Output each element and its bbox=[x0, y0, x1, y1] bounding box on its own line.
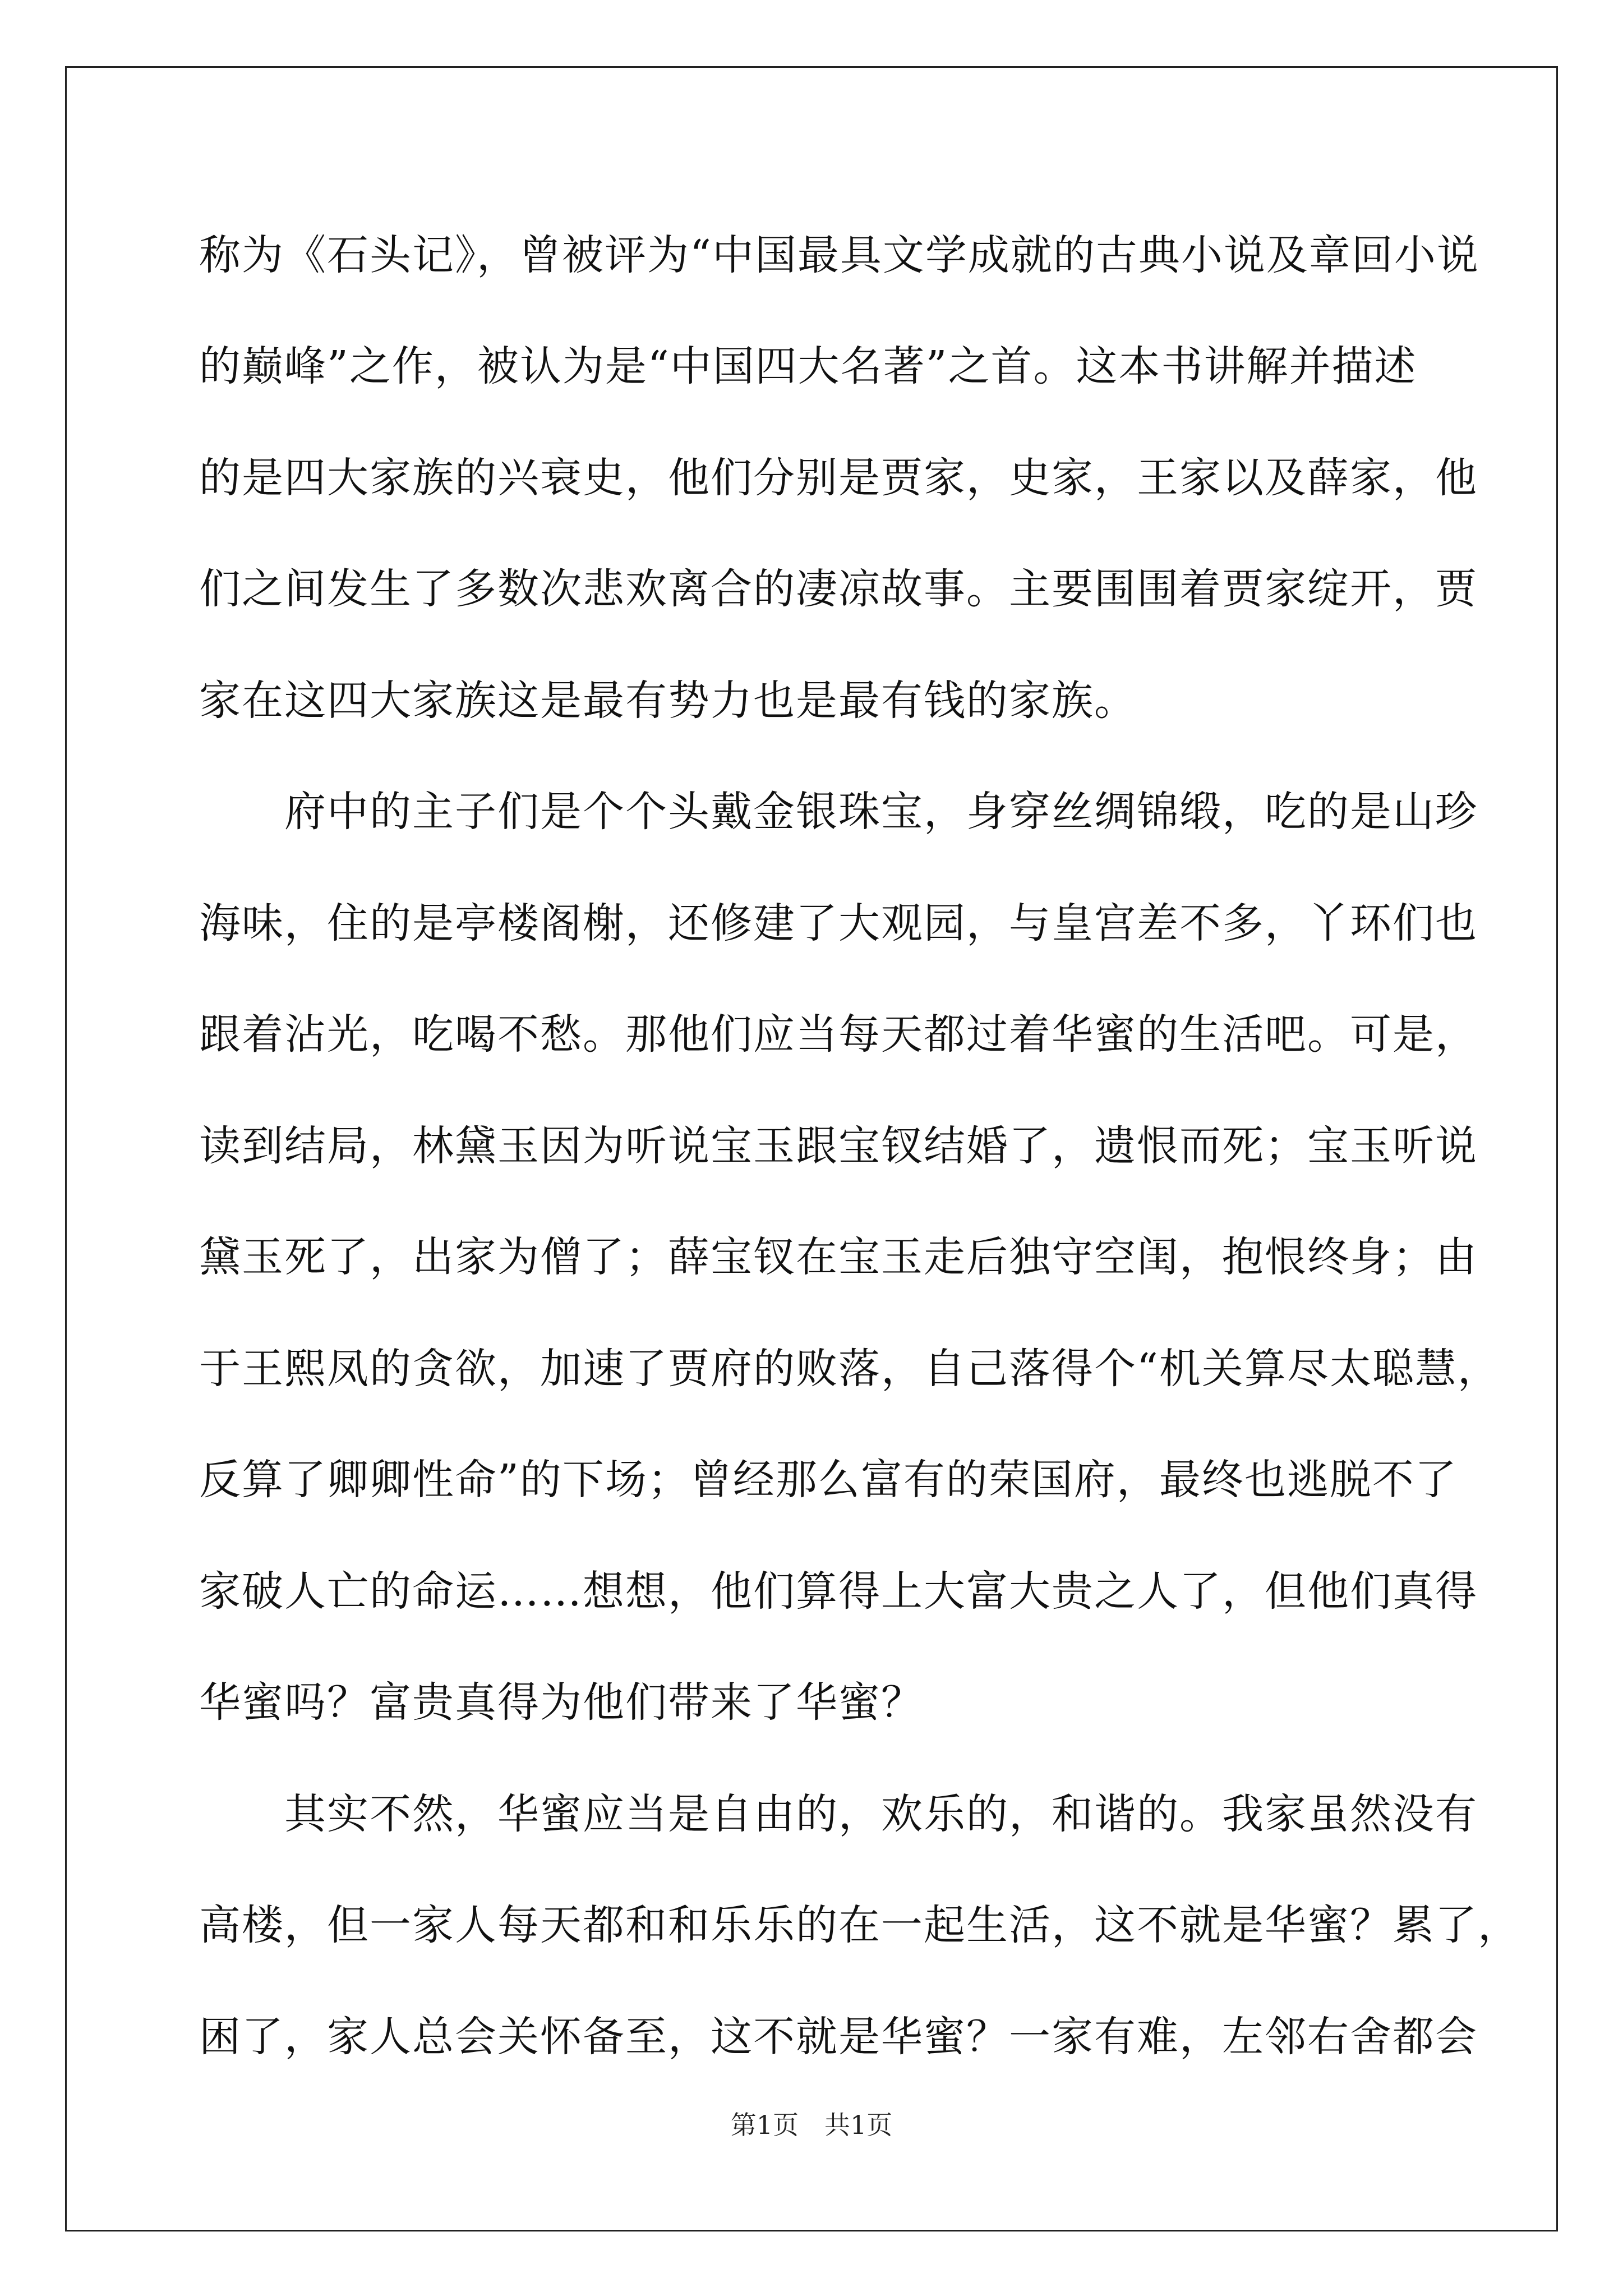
text-line: 华蜜吗？富贵真得为他们带来了华蜜？ bbox=[199, 1678, 924, 1727]
text-line: 高楼，但一家人每天都和和乐乐的在一起生活，这不就是华蜜？累了， bbox=[199, 1901, 1520, 1949]
text-line: 的是四大家族的兴衰史，他们分别是贾家，史家，王家以及薛家，他 bbox=[199, 454, 1478, 502]
text-line: 困了，家人总会关怀备至，这不就是华蜜？一家有难，左邻右舍都会 bbox=[199, 2013, 1478, 2061]
text-line: 其实不然，华蜜应当是自由的，欢乐的，和谐的。我家虽然没有 bbox=[199, 1790, 1478, 1838]
text-line: 家在这四大家族这是最有势力也是最有钱的家族。 bbox=[199, 677, 1137, 725]
page-number-footer: 第1页 共1页 bbox=[730, 2110, 893, 2140]
text-line: 的巅峰”之作，被认为是“中国四大名著”之首。这本书讲解并描述 bbox=[199, 342, 1417, 390]
text-line: 读到结局，林黛玉因为听说宝玉跟宝钗结婚了，遗恨而死；宝玉听说 bbox=[199, 1122, 1478, 1170]
text-line: 们之间发生了多数次悲欢离合的凄凉故事。主要围围着贾家绽开，贾 bbox=[199, 565, 1478, 613]
text-line: 家破人亡的命运……想想，他们算得上大富大贵之人了，但他们真得 bbox=[199, 1567, 1478, 1616]
text-line: 反算了卿卿性命”的下场；曾经那么富有的荣国府，最终也逃脱不了 bbox=[199, 1456, 1458, 1504]
text-line: 府中的主子们是个个头戴金银珠宝，身穿丝绸锦缎，吃的是山珍 bbox=[199, 788, 1478, 836]
text-line: 于王熙凤的贪欲，加速了贾府的败落，自己落得个“机关算尽太聪慧， bbox=[199, 1345, 1500, 1393]
text-line: 跟着沾光，吃喝不愁。那他们应当每天都过着华蜜的生活吧。可是， bbox=[199, 1010, 1478, 1059]
text-line: 称为《石头记》，曾被评为“中国最具文学成就的古典小说及章回小说 bbox=[199, 231, 1479, 279]
text-line: 海味，住的是亭楼阁榭，还修建了大观园，与皇宫差不多，丫环们也 bbox=[199, 899, 1478, 947]
text-line: 黛玉死了，出家为僧了；薛宝钗在宝玉走后独守空闺，抱恨终身；由 bbox=[199, 1233, 1478, 1281]
